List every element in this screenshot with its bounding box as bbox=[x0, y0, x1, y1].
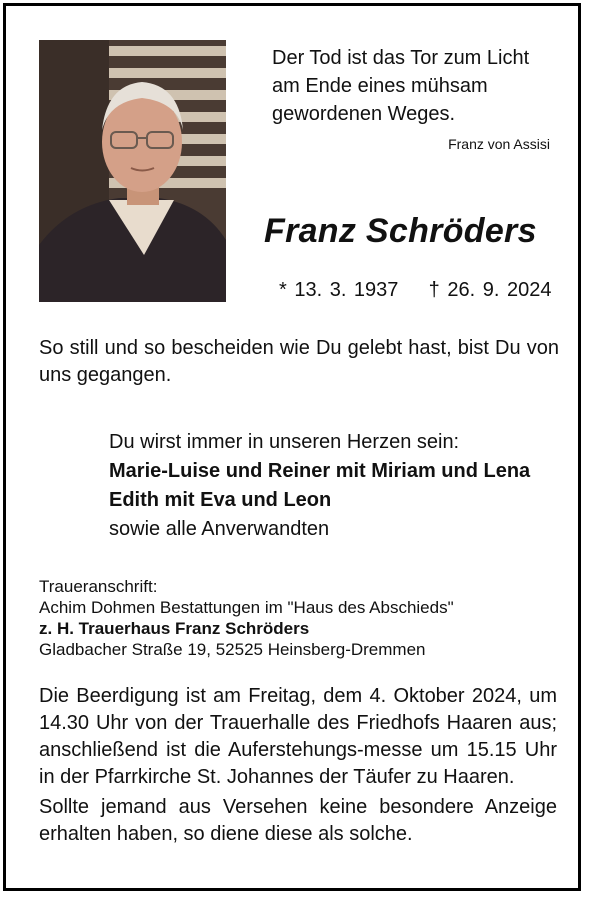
funeral-paragraph: Sollte jemand aus Versehen keine besondere Anzeige erhalten haben, so diene diese als solche. bbox=[39, 796, 557, 845]
quote bbox=[272, 44, 529, 128]
mourners-family: Marie-Luise und Reiner mit Miriam und Lena bbox=[109, 460, 531, 482]
address-label: Traueranschrift: bbox=[39, 577, 158, 596]
portrait-photo bbox=[39, 40, 226, 302]
epitaph: So still und so bescheiden wie Du gelebt hast, bist Du von uns gegangen. bbox=[39, 337, 559, 386]
quote-author: Franz von Assisi bbox=[448, 136, 550, 152]
obituary-notice bbox=[3, 3, 581, 891]
mourners-others: sowie alle Anverwandten bbox=[109, 518, 330, 540]
quote-line: gewordenen Weges. bbox=[272, 103, 456, 125]
death-date: † 26. 9. 2024 bbox=[428, 279, 552, 301]
funeral-details bbox=[39, 683, 557, 848]
address-line: Achim Dohmen Bestattungen im "Haus des Abschieds" bbox=[39, 598, 454, 617]
condolence-address bbox=[39, 576, 454, 660]
life-dates bbox=[279, 279, 551, 302]
quote-line: Der Tod ist das Tor zum Licht bbox=[272, 47, 530, 69]
quote-line: am Ende eines mühsam bbox=[272, 75, 488, 97]
birth-date: * 13. 3. 1937 bbox=[279, 279, 399, 301]
mourners-intro: Du wirst immer in unseren Herzen sein: bbox=[109, 431, 460, 453]
deceased-name: Franz Schröders bbox=[264, 212, 537, 250]
funeral-paragraph: Die Beerdigung ist am Freitag, dem 4. Oktober 2024, um 14.30 Uhr von der Trauerhalle des Friedhofs Haaren aus; anschließend ist die Auferstehungs-messe um 15.15 Uhr in der Pfarrkirche St. Johannes der Täufer zu Haaren. bbox=[39, 685, 557, 788]
mourners bbox=[109, 428, 530, 544]
portrait-photo-image bbox=[39, 40, 226, 302]
address-line: Gladbacher Straße 19, 52525 Heinsberg-Dremmen bbox=[39, 640, 426, 659]
mourners-family: Edith mit Eva und Leon bbox=[109, 489, 332, 511]
address-line: z. H. Trauerhaus Franz Schröders bbox=[39, 619, 310, 638]
